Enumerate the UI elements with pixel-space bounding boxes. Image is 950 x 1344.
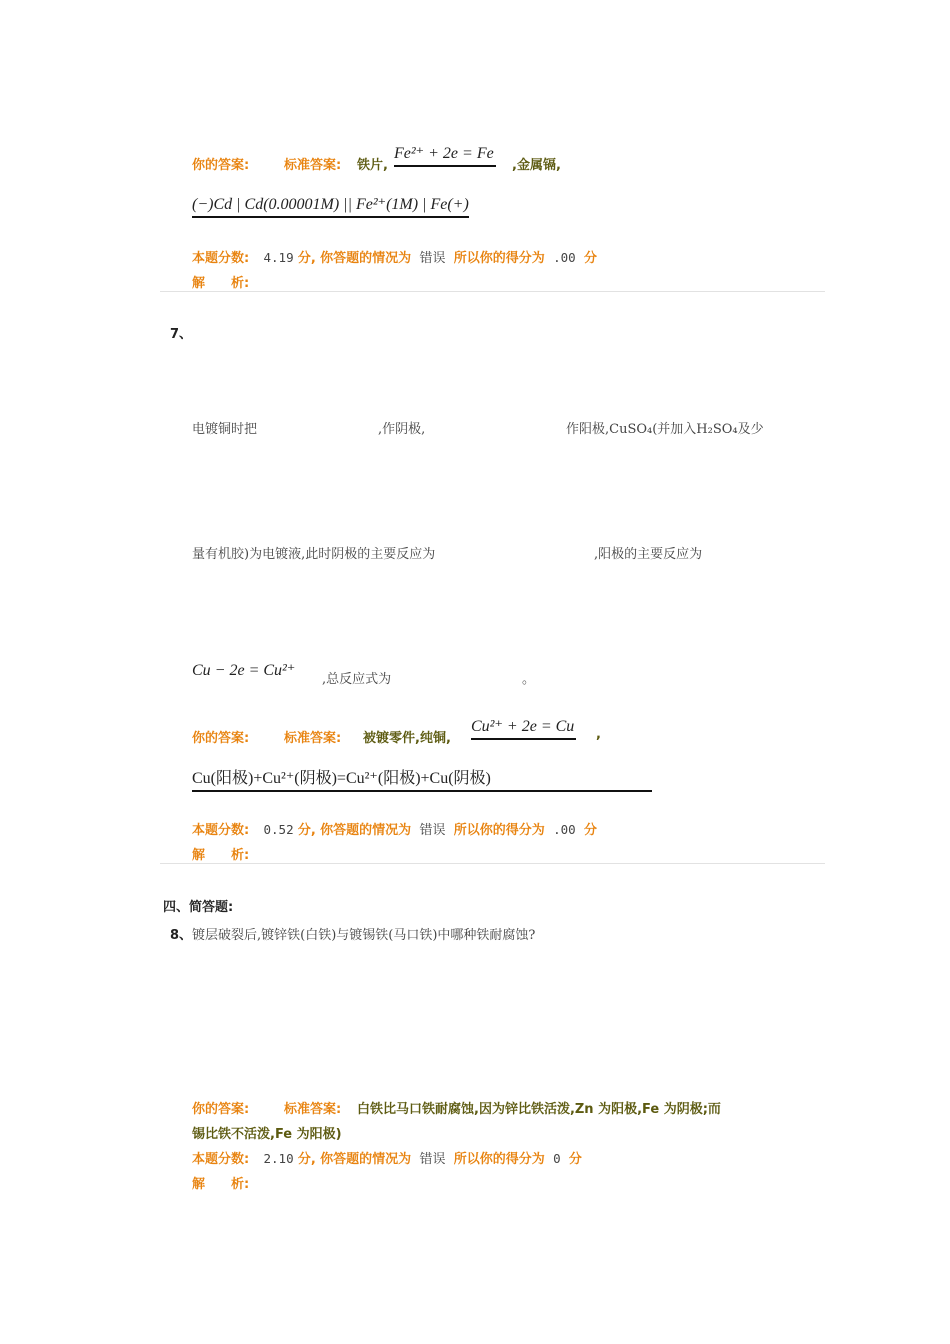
divider [160,863,825,864]
status-label: 你答题的情况为 [320,1152,412,1167]
standard-answer-label: 标准答案: [284,1102,342,1117]
standard-answer-text: 白铁比马口铁耐腐蚀,因为锌比铁活泼,Zn 为阳极,Fe 为阴极;而 [357,1102,721,1117]
question-text: ,阳极的主要反应为 [594,547,703,562]
question-text: 作阳极,CuSO₄(并加入H₂SO₄及少 [566,422,764,437]
your-answer-label: 你的答案: [192,158,250,173]
standard-answer-cell-notation: (−)Cd | Cd(0.00001M) || Fe²⁺(1M) | Fe(+) [192,194,469,218]
standard-answer-text: 锡比铁不活泼,Fe 为阳极) [192,1127,342,1142]
score-line [192,1148,582,1167]
earned-unit: 分 [568,1152,582,1167]
score-label: 本题分数: [192,1152,250,1167]
standard-answer-label: 标准答案: [284,158,342,173]
earned-label: 所以你的得分为 [453,823,545,838]
earned-label: 所以你的得分为 [453,251,545,266]
status-label: 你答题的情况为 [320,251,412,266]
standard-answer-text: , [596,727,601,742]
status-value: 错误 [419,823,446,838]
earned-value: .00 [553,822,576,837]
question-text: ,总反应式为 [322,672,392,687]
status-value: 错误 [419,1152,446,1167]
score-value: 4.19 [263,250,294,265]
score-unit: 分, [297,823,316,838]
your-answer-label: 你的答案: [192,731,250,746]
earned-unit: 分 [583,251,597,266]
standard-answer-equation: Fe²⁺ + 2e = Fe [394,143,496,167]
score-label: 本题分数: [192,251,250,266]
standard-answer-text: 被镀零件,纯铜, [363,731,451,746]
standard-answer-label: 标准答案: [284,731,342,746]
analysis-label: 解 析: [192,276,250,291]
divider [160,291,825,292]
question-text: 。 [522,672,536,687]
status-value: 错误 [419,251,446,266]
earned-label: 所以你的得分为 [453,1152,545,1167]
score-line [192,247,597,266]
question-number: 8、 [170,928,193,943]
question-text: 量有机胶)为电镀液,此时阴极的主要反应为 [192,547,436,562]
earned-value: 0 [553,1151,561,1166]
standard-answer-total-reaction: Cu(阳极)+Cu²⁺(阴极)=Cu²⁺(阳极)+Cu(阴极) [192,765,652,792]
standard-answer-text: ,金属镉, [512,158,561,173]
standard-answer-text: 铁片, [357,158,388,173]
score-label: 本题分数: [192,823,250,838]
anode-reaction-equation: Cu − 2e = Cu²⁺ [192,662,296,679]
score-line [192,819,597,838]
analysis-label: 解 析: [192,1177,250,1192]
standard-answer-equation: Cu²⁺ + 2e = Cu [471,716,576,740]
score-unit: 分, [297,1152,316,1167]
earned-value: .00 [553,250,576,265]
status-label: 你答题的情况为 [320,823,412,838]
score-value: 0.52 [263,822,294,837]
analysis-label: 解 析: [192,848,250,863]
earned-unit: 分 [583,823,597,838]
score-unit: 分, [297,251,316,266]
section-heading: 四、简答题: [163,900,234,915]
score-value: 2.10 [263,1151,294,1166]
question-text: ,作阴极, [378,422,426,437]
question-number: 7、 [170,327,193,342]
question-text: 镀层破裂后,镀锌铁(白铁)与镀锡铁(马口铁)中哪种铁耐腐蚀? [192,928,536,943]
question-text: 电镀铜时把 [192,422,258,437]
your-answer-label: 你的答案: [192,1102,250,1117]
